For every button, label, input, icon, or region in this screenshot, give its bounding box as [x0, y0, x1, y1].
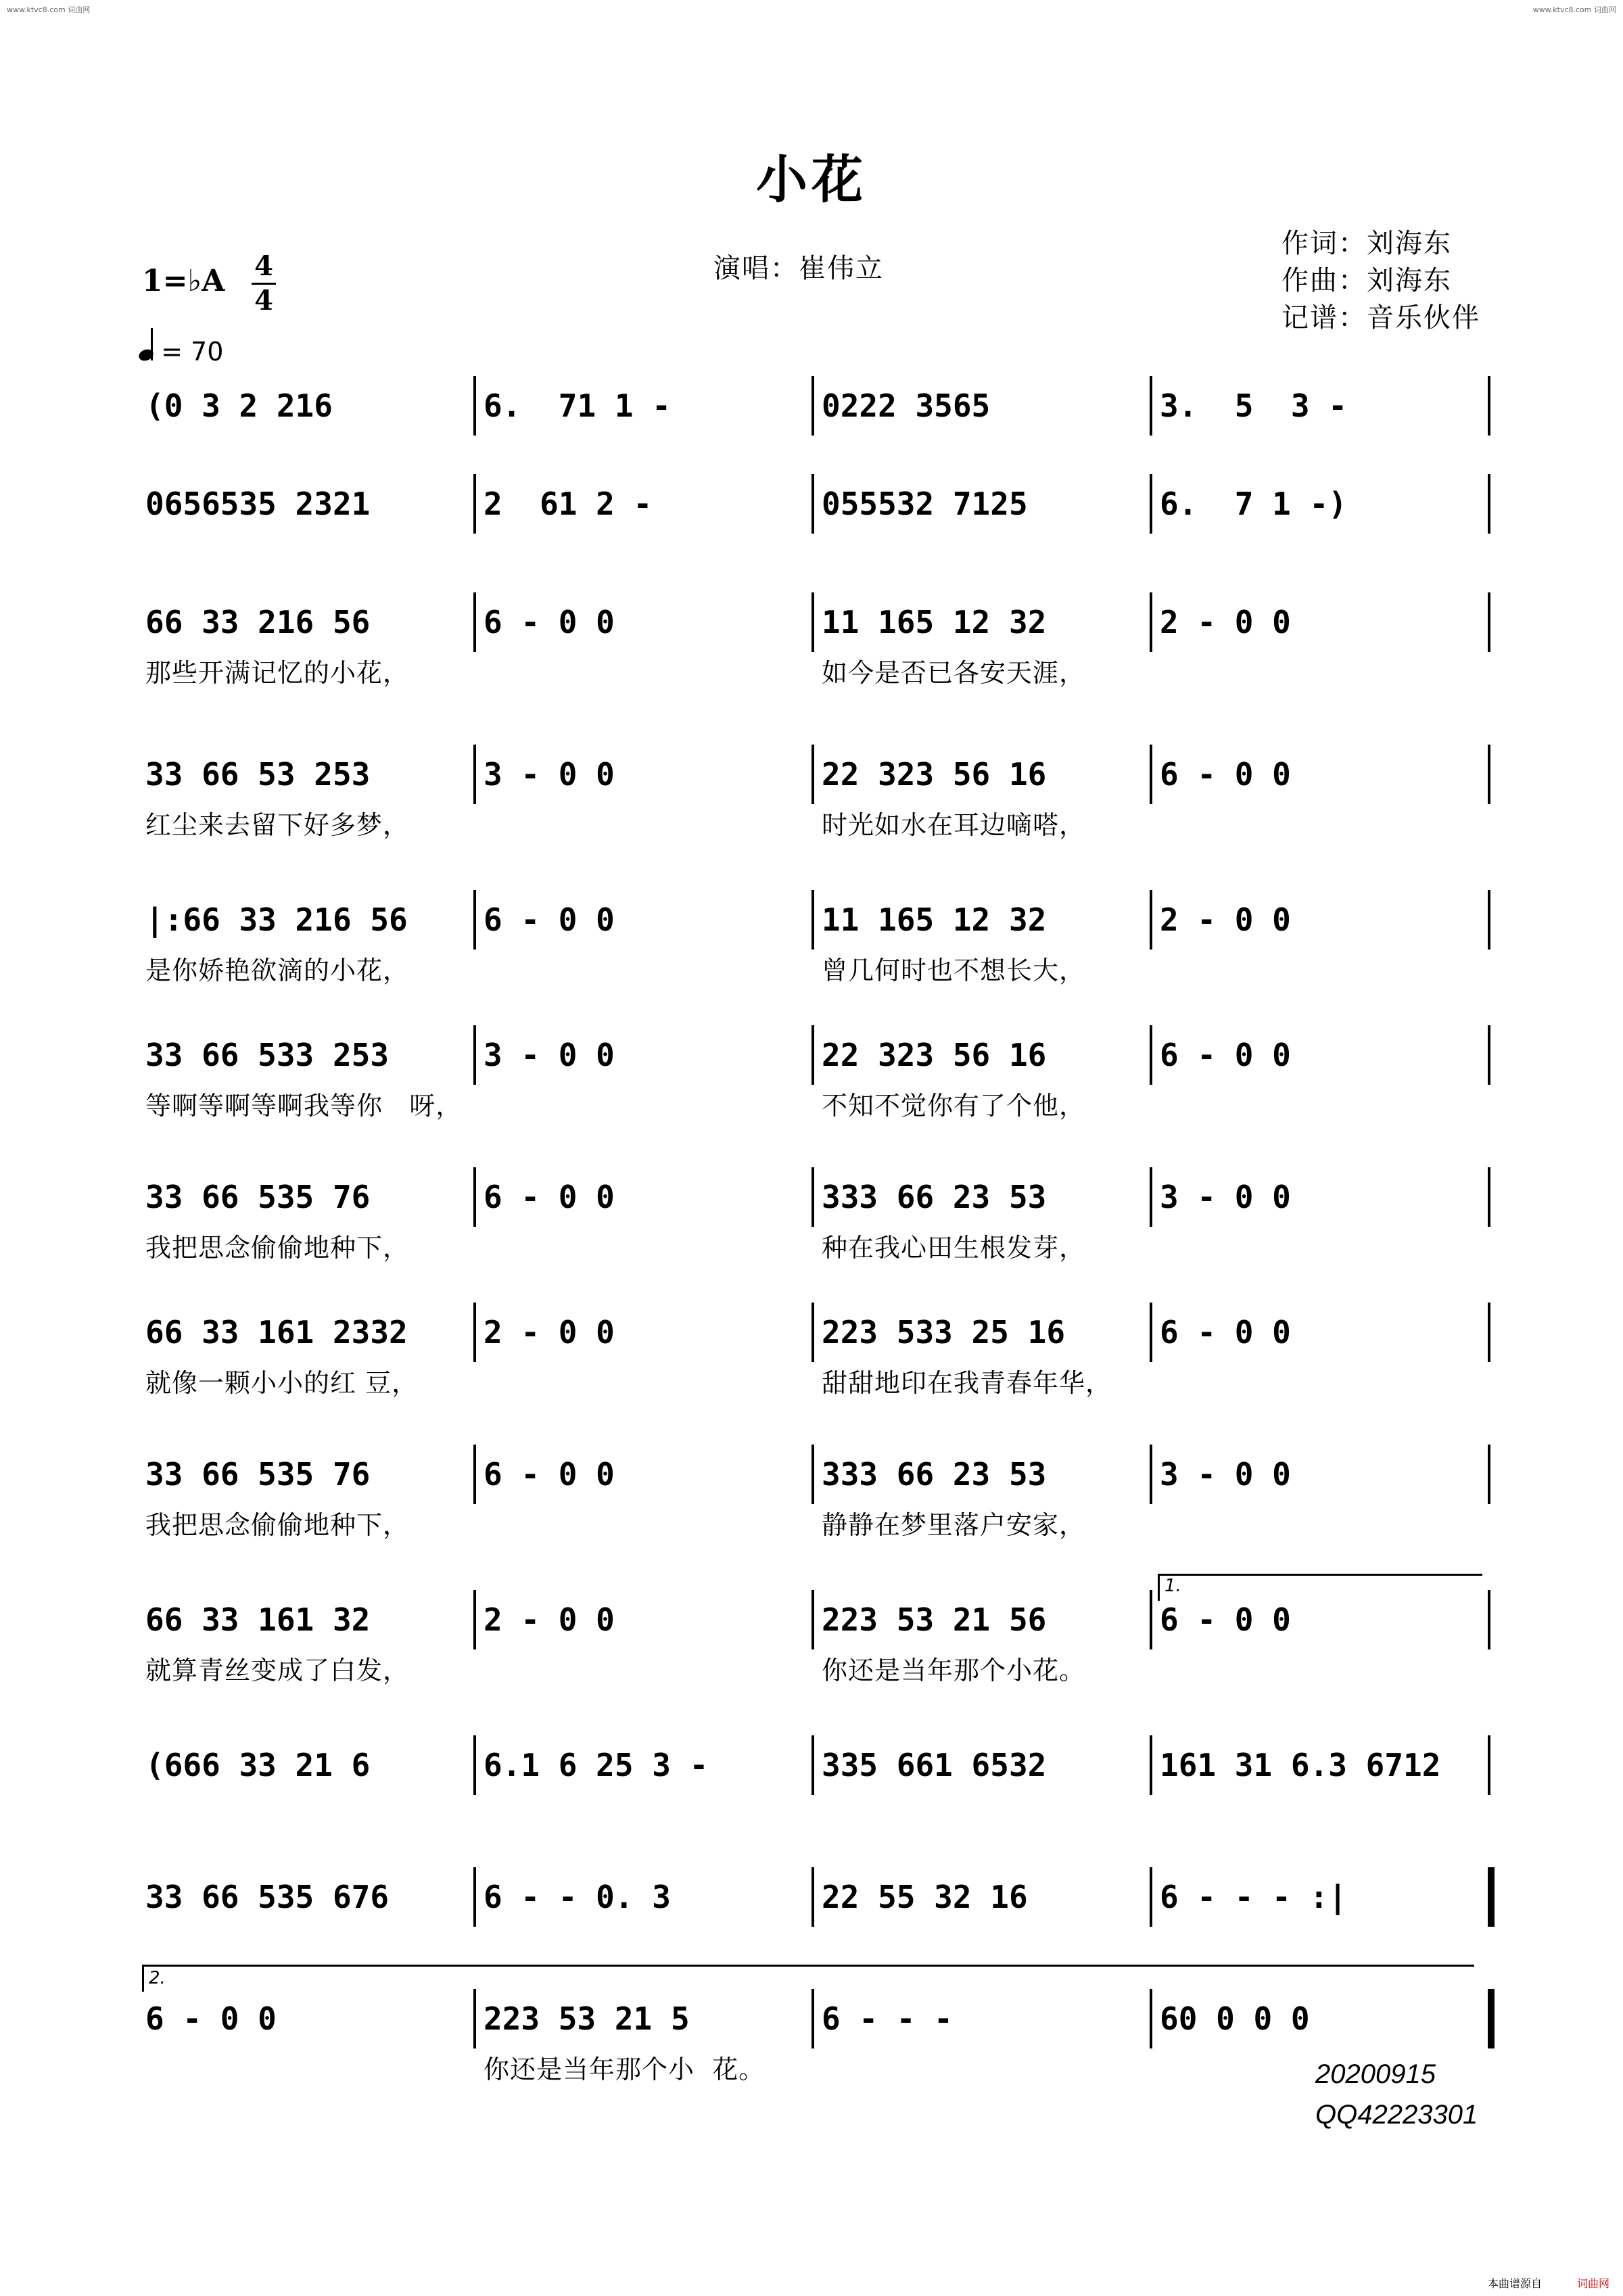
- bar-line: [812, 1867, 814, 1927]
- measure-group: 333 66 23 53: [822, 1456, 1047, 1493]
- measure-group: 33 66 535 76: [145, 1456, 371, 1493]
- bar-line: [812, 1303, 814, 1362]
- lyrics-line: [0, 1227, 1623, 1268]
- measure-group: 161 31 6.3 6712: [1160, 1747, 1441, 1783]
- bar-line: [473, 1867, 476, 1927]
- time-signature: [252, 252, 276, 316]
- transcriber-qq: QQ42223301: [1315, 2100, 1478, 2130]
- ending-bracket-2-hook: [142, 1965, 144, 1992]
- bar-line: [1150, 474, 1152, 534]
- bar-line: [812, 1735, 814, 1795]
- bar-line: [812, 376, 814, 436]
- ending-bracket-2: [142, 1965, 1474, 1967]
- measure-group: 6 - 0 0: [1160, 1601, 1291, 1638]
- bar-line: [1150, 1867, 1152, 1927]
- measure-group: 66 33 161 2332: [145, 1314, 408, 1351]
- bar-line: [1150, 1590, 1152, 1649]
- bar-line: [473, 376, 476, 436]
- measure-group: 3 - 0 0: [1160, 1179, 1291, 1215]
- bar-line: [473, 890, 476, 950]
- lyric-phrase: 就像一颗小小的红 豆，: [145, 1368, 419, 1398]
- lyric-phrase: 不知不觉你有了个他，: [822, 1091, 1086, 1121]
- bar-line: [473, 1590, 476, 1649]
- bar-line: [1150, 890, 1152, 950]
- tempo-marking: [139, 328, 223, 367]
- bar-line: [1488, 1735, 1490, 1795]
- measure-group: 22 323 56 16: [822, 1037, 1047, 1073]
- footer-source-label: 本曲谱源自: [1487, 2277, 1542, 2290]
- bar-line: [812, 745, 814, 804]
- measure-group: 6 - - - :|: [1160, 1879, 1347, 1915]
- measure-group: 66 33 161 32: [145, 1601, 371, 1638]
- bar-line: [1488, 1989, 1495, 2048]
- measure-group: 6 - - 0. 3: [484, 1879, 671, 1915]
- measure-group: 33 66 53 253: [145, 756, 371, 793]
- lyric-phrase: 如今是否已各安天涯，: [822, 658, 1086, 688]
- bar-line: [812, 890, 814, 950]
- measure-group: 6 - 0 0: [484, 1456, 615, 1493]
- quarter-note-icon: [137, 348, 155, 363]
- lyrics-line: [0, 805, 1623, 845]
- bar-line: [812, 1445, 814, 1504]
- measure-group: 223 533 25 16: [822, 1314, 1066, 1351]
- time-signature-top: 4: [254, 250, 273, 282]
- measure-group: (666 33 21 6: [145, 1747, 371, 1783]
- lyric-phrase: 你还是当年那个小 花。: [484, 2055, 766, 2084]
- measure-group: 2 - 0 0: [1160, 901, 1291, 938]
- bar-line: [1150, 1167, 1152, 1227]
- measure-group: 6 - 0 0: [484, 1179, 615, 1215]
- lyrics-line: [0, 1363, 1623, 1403]
- measure-group: 333 66 23 53: [822, 1179, 1047, 1215]
- measure-group: 3 - 0 0: [1160, 1456, 1291, 1493]
- key-signature: 1=♭A: [142, 264, 225, 298]
- source-watermark-left: www.ktvc8.com 词曲网: [7, 5, 91, 14]
- bar-line: [473, 474, 476, 534]
- lyric-phrase: 静静在梦里落户安家，: [822, 1510, 1086, 1540]
- transcriber-credit: 记谱：音乐伙伴: [1281, 302, 1480, 333]
- bar-line: [473, 1989, 476, 2048]
- bar-line: [473, 1167, 476, 1227]
- measure-group: 60 0 0 0: [1160, 2000, 1310, 2037]
- bar-line: [812, 1989, 814, 2048]
- measure-group: 2 61 2 -: [484, 486, 653, 522]
- measure-group: 6 - 0 0: [1160, 1037, 1291, 1073]
- measure-group: 6. 7 1 -): [1160, 486, 1347, 522]
- measure-group: 055532 7125: [822, 486, 1028, 522]
- bar-line: [473, 1025, 476, 1085]
- measure-group: 223 53 21 5: [484, 2000, 690, 2037]
- lyric-phrase: 你还是当年那个小花。: [822, 1656, 1086, 1685]
- bar-line: [1488, 474, 1490, 534]
- bar-line: [1150, 592, 1152, 652]
- ending-bracket-1: [1158, 1574, 1482, 1576]
- measure-group: 2 - 0 0: [1160, 604, 1291, 640]
- bar-line: [812, 1167, 814, 1227]
- lyric-phrase: 我把思念偷偷地种下，: [145, 1510, 410, 1540]
- source-watermark-right: www.ktvc8.com 词曲网: [1532, 5, 1616, 14]
- measure-group: 6 - 0 0: [1160, 1314, 1291, 1351]
- bar-line: [1150, 376, 1152, 436]
- measure-group: 6 - - -: [822, 2000, 953, 2037]
- measure-group: 0656535 2321: [145, 486, 371, 522]
- bar-line: [1488, 1590, 1490, 1649]
- bar-line: [1150, 1445, 1152, 1504]
- bar-line: [1488, 1025, 1490, 1085]
- measure-group: 33 66 533 253: [145, 1037, 390, 1073]
- lyrics-line: [0, 950, 1623, 991]
- measure-group: 6 - 0 0: [484, 901, 615, 938]
- lyrics-line: [0, 1650, 1623, 1691]
- measure-group: 3 - 0 0: [484, 756, 615, 793]
- measure-group: 3 - 0 0: [484, 1037, 615, 1073]
- lyric-phrase: 那些开满记忆的小花，: [145, 658, 410, 688]
- lyrics-line: [0, 653, 1623, 693]
- ending-2-label: 2.: [149, 1968, 166, 1988]
- measure-group: 6.1 6 25 3 -: [484, 1747, 709, 1783]
- singer-credit: 演唱：崔伟立: [713, 253, 884, 284]
- song-title: 小花: [756, 149, 867, 210]
- bar-line: [1150, 1989, 1152, 2048]
- bar-line: [812, 592, 814, 652]
- bar-line: [1150, 745, 1152, 804]
- lyric-phrase: 种在我心田生根发芽，: [822, 1233, 1086, 1263]
- bar-line: [1488, 1303, 1490, 1362]
- bar-line: [1488, 745, 1490, 804]
- measure-group: 3. 5 3 -: [1160, 388, 1347, 424]
- bar-line: [1150, 1303, 1152, 1362]
- lyrics-line: [0, 1085, 1623, 1126]
- bar-line: [1488, 1867, 1495, 1927]
- lyric-phrase: 等啊等啊等啊我等你 呀，: [145, 1091, 463, 1121]
- tempo-value: = 70: [161, 337, 224, 367]
- bar-line: [473, 1303, 476, 1362]
- lyric-phrase: 是你娇艳欲滴的小花，: [145, 956, 410, 985]
- bar-line: [1488, 890, 1490, 950]
- lyric-phrase: 红尘来去留下好多梦，: [145, 810, 410, 840]
- transcription-date: 20200915: [1315, 2059, 1436, 2089]
- bar-line: [812, 1590, 814, 1649]
- lyric-phrase: 我把思念偷偷地种下，: [145, 1233, 410, 1263]
- lyric-phrase: 曾几何时也不想长大，: [822, 956, 1086, 985]
- lyricist-credit: 作词：刘海东: [1281, 228, 1452, 259]
- measure-group: 6 - 0 0: [145, 2000, 277, 2037]
- lyric-phrase: 甜甜地印在我青春年华，: [822, 1368, 1112, 1398]
- measure-group: 2 - 0 0: [484, 1314, 615, 1351]
- measure-group: 223 53 21 56: [822, 1601, 1047, 1638]
- bar-line: [473, 745, 476, 804]
- measure-group: (0 3 2 216: [145, 388, 333, 424]
- measure-group: 66 33 216 56: [145, 604, 371, 640]
- bar-line: [1488, 592, 1490, 652]
- measure-group: 6 - 0 0: [484, 604, 615, 640]
- bar-line: [812, 1025, 814, 1085]
- composer-credit: 作曲：刘海东: [1281, 265, 1452, 296]
- lyric-phrase: 就算青丝变成了白发，: [145, 1656, 410, 1685]
- bar-line: [473, 1445, 476, 1504]
- measure-group: 6 - 0 0: [1160, 756, 1291, 793]
- measure-group: 11 165 12 32: [822, 604, 1047, 640]
- ending-1-label: 1.: [1165, 1576, 1181, 1596]
- measure-group: 33 66 535 76: [145, 1179, 371, 1215]
- bar-line: [473, 592, 476, 652]
- measure-group: 22 55 32 16: [822, 1879, 1028, 1915]
- bar-line: [1150, 1735, 1152, 1795]
- time-signature-bottom: 4: [254, 285, 273, 317]
- bar-line: [1150, 1025, 1152, 1085]
- bar-line: [812, 474, 814, 534]
- bar-line: [1488, 1445, 1490, 1504]
- ending-bracket-1-hook: [1158, 1574, 1160, 1601]
- lyric-phrase: 时光如水在耳边嘀嗒，: [822, 810, 1086, 840]
- measure-group: 335 661 6532: [822, 1747, 1047, 1783]
- measure-group: 33 66 535 676: [145, 1879, 390, 1915]
- bar-line: [473, 1735, 476, 1795]
- lyrics-line: [0, 1505, 1623, 1545]
- measure-group: 0222 3565: [822, 388, 991, 424]
- measure-group: 11 165 12 32: [822, 901, 1047, 938]
- bar-line: [1488, 376, 1490, 436]
- measure-group: 2 - 0 0: [484, 1601, 615, 1638]
- bar-line: [1488, 1167, 1490, 1227]
- measure-group: 22 323 56 16: [822, 756, 1047, 793]
- measure-group: |:66 33 216 56: [145, 901, 408, 938]
- footer-source-site: 词曲网: [1576, 2277, 1609, 2290]
- measure-group: 6. 71 1 -: [484, 388, 671, 424]
